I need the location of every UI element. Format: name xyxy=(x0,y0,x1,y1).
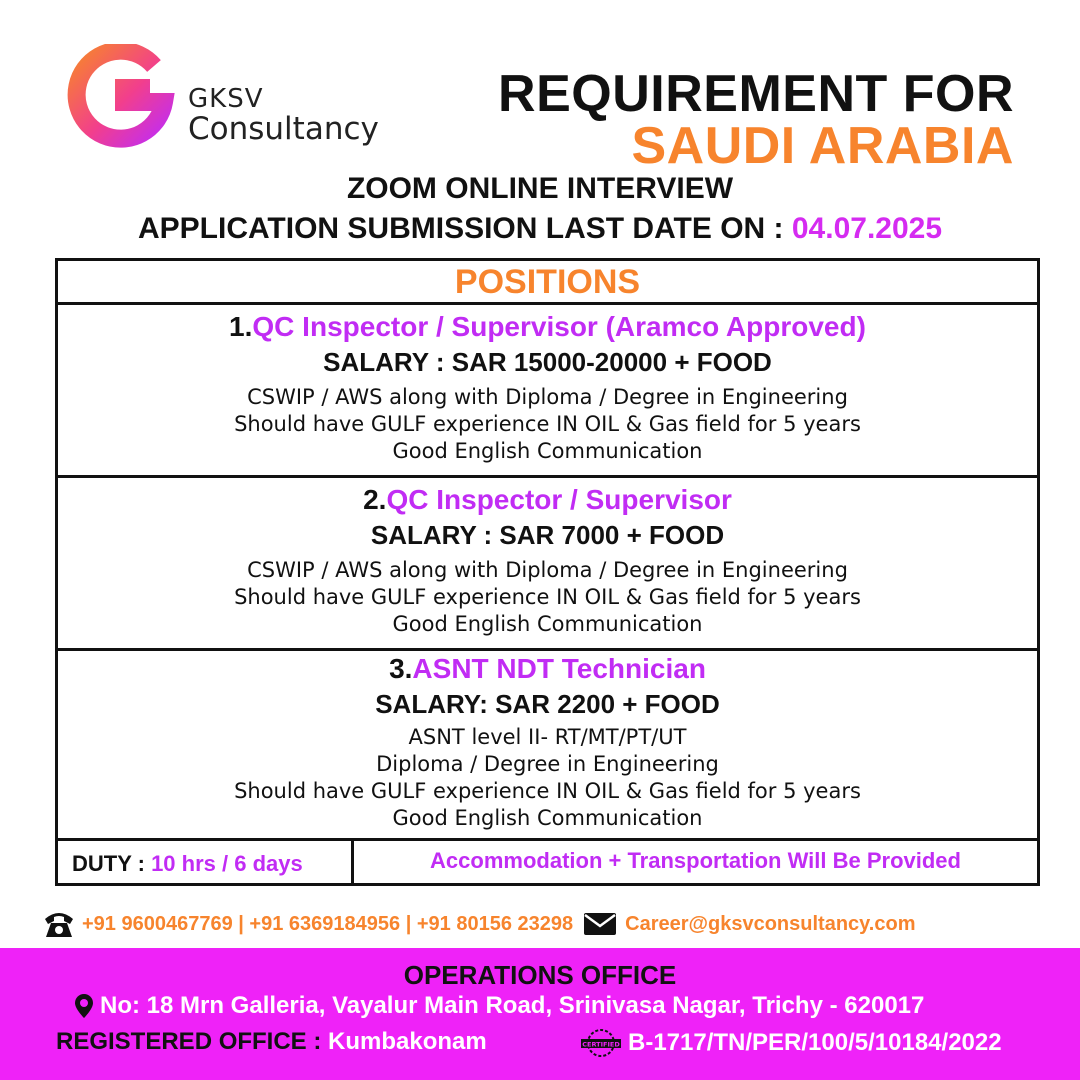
headline-title: REQUIREMENT FOR xyxy=(498,65,1014,123)
requirement-line: CSWIP / AWS along with Diploma / Degree in Engineering xyxy=(247,558,848,582)
office-band xyxy=(0,948,1080,1080)
registered-label: REGISTERED OFFICE : xyxy=(56,1028,322,1055)
license-number-line xyxy=(580,1028,1002,1058)
duty-cell xyxy=(58,841,354,886)
requirement-line: Should have GULF experience IN OIL & Gas field for 5 years xyxy=(234,585,861,609)
requirement-line: Diploma / Degree in Engineering xyxy=(376,752,719,776)
position-number: 1. xyxy=(229,311,253,342)
phone-numbers[interactable]: +91 9600467769 | +91 6369184956 | +91 80156 23298 xyxy=(82,912,574,935)
position-number: 3. xyxy=(389,653,413,684)
telephone-icon xyxy=(42,909,76,939)
accommodation-note: Accommodation + Transportation Will Be Provided xyxy=(430,848,961,873)
position-name: QC Inspector / Supervisor xyxy=(386,484,732,515)
position-salary: SALARY : SAR 15000-20000 + FOOD xyxy=(323,347,772,377)
position-title xyxy=(58,653,1037,685)
address-text: No: 18 Mrn Galleria, Vayalur Main Road, Srinivasa Nagar, Trichy - 620017 xyxy=(100,992,925,1019)
location-pin-icon xyxy=(74,993,94,1019)
position-title xyxy=(58,311,1037,343)
requirement-line: Good English Communication xyxy=(392,612,703,636)
duty-row xyxy=(58,841,1037,886)
envelope-icon xyxy=(583,912,617,936)
position-salary: SALARY: SAR 2200 + FOOD xyxy=(375,689,720,719)
contact-bar xyxy=(42,908,1042,940)
certified-stamp-icon xyxy=(580,1028,622,1058)
position-number: 2. xyxy=(363,484,387,515)
requirement-line: CSWIP / AWS along with Diploma / Degree in Engineering xyxy=(247,385,848,409)
positions-title: POSITIONS xyxy=(454,263,641,301)
positions-header xyxy=(58,261,1037,305)
stamp-text: CERTIFIED xyxy=(582,1040,620,1049)
registered-value: Kumbakonam xyxy=(328,1028,487,1055)
position-name: ASNT NDT Technician xyxy=(412,653,706,684)
requirement-line: Should have GULF experience IN OIL & Gas field for 5 years xyxy=(234,412,861,436)
duty-label: DUTY : xyxy=(72,851,145,876)
position-requirements xyxy=(58,557,1037,638)
license-number: B-1717/TN/PER/100/5/10184/2022 xyxy=(628,1029,1002,1056)
interview-type: ZOOM ONLINE INTERVIEW xyxy=(346,172,734,205)
position-row xyxy=(58,305,1037,478)
gksv-logo-icon xyxy=(66,44,176,154)
brand-name xyxy=(188,86,379,145)
position-name: QC Inspector / Supervisor (Aramco Approved) xyxy=(252,311,866,342)
email-link[interactable]: Career@gksvconsultancy.com xyxy=(625,912,916,935)
last-date-value: 04.07.2025 xyxy=(791,212,943,245)
last-date-label: APPLICATION SUBMISSION LAST DATE ON : xyxy=(137,212,784,245)
position-requirements xyxy=(58,724,1037,832)
requirement-line: ASNT level II- RT/MT/PT/UT xyxy=(408,725,687,749)
requirement-line: Good English Communication xyxy=(392,439,703,463)
operations-office-title: OPERATIONS OFFICE xyxy=(403,960,677,990)
position-requirements xyxy=(58,384,1037,465)
office-address xyxy=(74,992,924,1020)
requirement-line: Good English Communication xyxy=(392,806,703,830)
requirement-line: Should have GULF experience IN OIL & Gas field for 5 years xyxy=(234,779,861,803)
position-row xyxy=(58,478,1037,651)
headline-country: SAUDI ARABIA xyxy=(631,117,1014,175)
last-date-line xyxy=(0,212,1080,246)
registered-office xyxy=(56,1028,487,1056)
positions-table xyxy=(55,258,1040,886)
position-salary: SALARY : SAR 7000 + FOOD xyxy=(370,520,725,550)
brand-line1: GKSV xyxy=(188,84,264,114)
brand-line2: Consultancy xyxy=(188,111,379,147)
duty-value: 10 hrs / 6 days xyxy=(151,851,303,876)
position-row xyxy=(58,651,1037,841)
position-title xyxy=(58,484,1037,516)
